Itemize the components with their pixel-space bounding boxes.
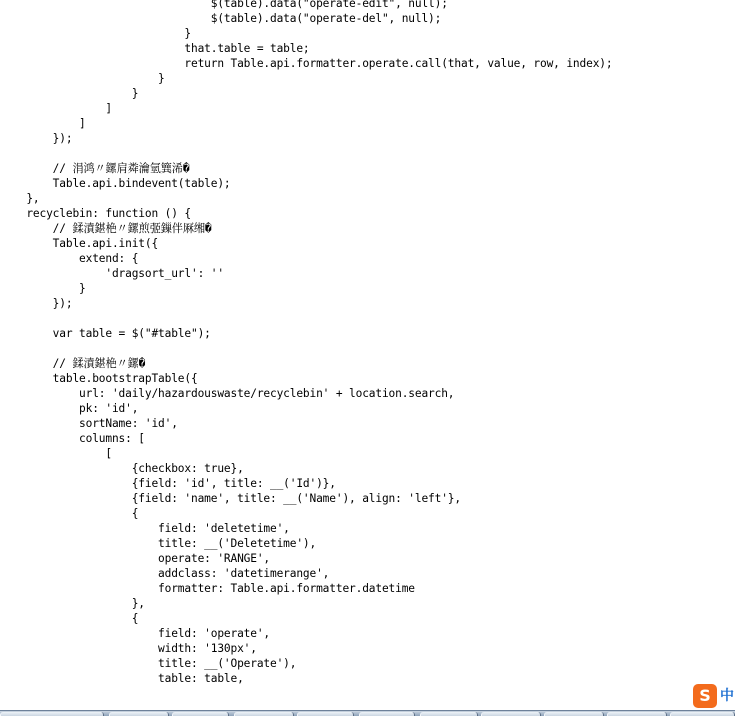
code-line: $(table).data("operate-edit", null);: [0, 0, 448, 10]
code-line: 'dragsort_url': '': [0, 267, 224, 280]
code-line: },: [0, 597, 145, 610]
taskbar-button[interactable]: [544, 712, 604, 716]
code-line: }: [0, 27, 191, 40]
code-line: width: '130px',: [0, 642, 257, 655]
code-line: operate: 'RANGE',: [0, 552, 271, 565]
code-line: Table.api.init({: [0, 237, 159, 250]
ime-language-label: 中: [720, 688, 734, 704]
code-line: {: [0, 507, 139, 520]
taskbar-button[interactable]: [481, 712, 541, 716]
code-line: var table = $("#table");: [0, 327, 211, 340]
code-line: {checkbox: true},: [0, 462, 244, 475]
code-line: url: 'daily/hazardouswaste/recyclebin' + location.search,: [0, 387, 455, 400]
taskbar-button[interactable]: [420, 712, 478, 716]
code-line: [: [0, 447, 112, 460]
code-line: $(table).data("operate-del", null);: [0, 12, 442, 25]
code-line: }: [0, 87, 139, 100]
code-line: {field: 'id', title: __('Id')},: [0, 477, 336, 490]
taskbar-button[interactable]: [297, 712, 354, 716]
code-line: recyclebin: function () {: [0, 207, 191, 220]
code-line: }: [0, 72, 165, 85]
code-line: that.table = table;: [0, 42, 310, 55]
code-line: ]: [0, 102, 112, 115]
code-line: {: [0, 612, 139, 625]
code-line: // 鍒濆鍖栬〃鏍煎弬鏁伴厤缃�: [0, 222, 212, 235]
code-line: {field: 'name', title: __('Name'), align: 'left'},: [0, 492, 461, 505]
code-line: ]: [0, 117, 86, 130]
code-line: pk: 'id',: [0, 402, 139, 415]
code-line: table.bootstrapTable({: [0, 372, 198, 385]
taskbar: [0, 710, 735, 716]
taskbar-button[interactable]: [172, 712, 229, 716]
code-line: addclass: 'datetimerange',: [0, 567, 330, 580]
code-line: field: 'operate',: [0, 627, 271, 640]
code-line: });: [0, 297, 73, 310]
code-line: table: table,: [0, 672, 244, 685]
code-line: return Table.api.formatter.operate.call(that, value, row, index);: [0, 57, 613, 70]
code-line: title: __('Deletetime'),: [0, 537, 317, 550]
code-line: columns: [: [0, 432, 145, 445]
taskbar-button[interactable]: [109, 712, 169, 716]
code-line: title: __('Operate'),: [0, 657, 297, 670]
taskbar-button[interactable]: [607, 712, 667, 716]
sogou-ime-icon[interactable]: S: [693, 684, 717, 708]
code-line: // 涓鸿〃鏍肩粦瀹氫簨浠�: [0, 162, 190, 175]
taskbar-button[interactable]: [0, 712, 104, 716]
code-line: sortName: 'id',: [0, 417, 178, 430]
code-line: // 鍒濆鍖栬〃鏍�: [0, 357, 146, 370]
taskbar-button[interactable]: [234, 712, 294, 716]
code-line: extend: {: [0, 252, 139, 265]
code-line: }: [0, 282, 86, 295]
code-line: formatter: Table.api.formatter.datetime: [0, 582, 415, 595]
code-line: Table.api.bindevent(table);: [0, 177, 231, 190]
code-line: },: [0, 192, 40, 205]
code-line: field: 'deletetime',: [0, 522, 290, 535]
taskbar-button[interactable]: [359, 712, 415, 716]
ime-status-indicator[interactable]: [693, 684, 735, 710]
taskbar-button[interactable]: [670, 712, 735, 716]
code-line: });: [0, 132, 73, 145]
